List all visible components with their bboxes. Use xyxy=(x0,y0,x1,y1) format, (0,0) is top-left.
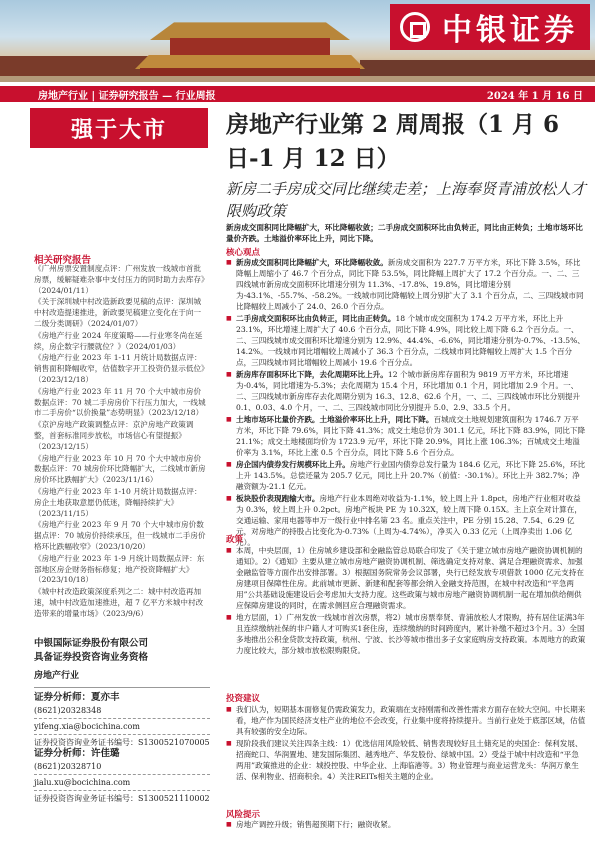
company-qualification: 具备证券投资咨询业务资格 xyxy=(34,652,149,663)
advice-point: ■ 我们认为，短期基本面修复仍需政策发力，政策端在支持刚需和改善性需求方面存在较大空间。中长期来看，地产作为国民经济支柱产业的地位不会改变，行业集中度将持续提升。当前行业处于底部区域，估值具有较强的安全边际。 xyxy=(226,704,586,737)
company-name: 中银国际证券股份有限公司 xyxy=(34,638,149,649)
analyst-name: 证券分析师：许佳璐 xyxy=(34,748,120,759)
core-point: ■ 板块股价表现跑输大市。房地产行业本周绝对收益为-1.1%，较上周上升 1.8pct，房地产行业相对收益为 0.3%，较上周上升 0.2pct。房地产板块 PE 为 10.32X，较上周下降 0.15X。主上京全对计算在，交通运输、家用电器等申万一级行业中排名第 23 名。重点关注中，PE 分别 15.28、7.54、6.29 亿元，对房地产的持股占比变化为-0.73%（上周为-4.74%），净买入 0.33 亿元（上周净卖出 1.06 亿元）。 xyxy=(226,493,586,548)
core-point: ■ 二手房成交面积环比由负转正，同比由正转负。18 个城市成交面积为 174.2 万平方米，环比上升 23.1%，环比增速上周扩大了 40.6 个百分点，同比下降 4.9%，同比较上周下降 6.2 个百分点。一、二、三四线城市成交面积环比增速分别为 12.9%、44.4%、-6.6%，同比增速分别为-0.7%、-13.5%、14.2%。一线城市同比增幅较上周减小了 36.3 个百分点，二线城市同比降幅较上周扩大 1.5 个百分点，三四线城市同比增幅较上周减小 19.6 个百分点。 xyxy=(226,313,586,368)
rating-badge: 强于大市 xyxy=(30,108,208,148)
analyst-phone: (8621)20328348 xyxy=(34,706,102,715)
report-date: 2024 年 1 月 16 日 xyxy=(486,90,583,102)
policy-point: ■ 本周，中央层面，1）住房城乡建设部和金融监管总局联合印发了《关于建立城市房地产融资协调机制的通知》。2）《通知》主要从建立城市房地产融资协调机制、筛选确定支持对象、满足合理融资需求、加强金融监管等方面作出安排部署。3）根据国务院常务会议部署，央行已经发放专项借款 1000 亿元支持在房建项目保障性住房。此前城市更新、新建和配套等都会纳入金融支持范围，在城中村改造和“平急两用”公共基础设施建设后会考虑加大支持力度。这些政策与城市房地产融资协调机制一起在增加供给侧供应保障房建设的同时，在需求侧回应合理融资需求。 xyxy=(226,545,586,611)
company-block xyxy=(34,637,148,665)
section-advice-label: 投资建议 xyxy=(226,694,261,704)
analyst-email[interactable]: jialu.xu@bocichina.com xyxy=(34,778,131,787)
analyst-cert: 证券投资咨询业务证书编号：S1300521110002 xyxy=(34,794,210,803)
divider xyxy=(34,718,210,719)
related-reports-list xyxy=(34,264,208,621)
related-report-item[interactable]: 《关于深圳城中村改造新政要见稿的点评：深圳城中村改造提速推进，新政要见稿建立变化在于向一二级分类调研》（2024/01/07） xyxy=(34,297,202,328)
related-reports-title: 相关研究报告 xyxy=(34,255,92,266)
related-report-item[interactable]: 《房地产行业 2023 年 9 月 70 个大中城市房价数据点评：70 城房价持续承压，但一线城市二手房价格环比跌幅收窄》（2023/10/20） xyxy=(34,520,206,551)
related-report-item[interactable]: 《京沪房地产政策调整点评：京沪房地产政策调整，首套标准同步放松，市场信心有望提振》（2023/12/15） xyxy=(34,420,194,451)
advice-point: ■ 现阶段我们建议关注四条主线：1）优选信用风险较低、销售表现较好且土储充足的央国企：保利发展、招商蛇口、华润置地、建发国际集团、越秀地产、华发股份、绿城中国。2）受益于城中村改造和“平急两用”政策推进的企业：城投控股、中华企业、上海临港等。3）物业管理与商业运营龙头：华润万象生活、保利物业、招商积余。4）关注REITs相关主题的企业。 xyxy=(226,738,586,782)
core-point-title: 房企国内债券发行规模环比上升。 xyxy=(236,460,350,469)
core-point: ■ 房企国内债券发行规模环比上升。房地产行业国内债券总发行量为 184.6 亿元，环比下降 25.6%，环比上升 143.5%。总偿还量为 205.7 亿元，同比上升 20.7%（前值：-30.1%）。环比上升 382.7%；净融资额为-21.1 亿元。 xyxy=(226,459,586,492)
top-bar xyxy=(0,86,595,102)
divider xyxy=(34,687,210,688)
related-report-item[interactable]: 《广州房票安置制度点评：广州发放一线城市首批房票，缓解疑难杂事中支付压力的同时助力去库存》（2024/01/11） xyxy=(34,264,205,295)
analyst-phone: (8621)20328710 xyxy=(34,762,102,771)
core-point-title: 新房库存面积环比下降，去化周期环比上升。 xyxy=(236,370,388,379)
section-policy-label: 政策 xyxy=(226,535,244,545)
related-report-item[interactable]: 《房地产行业 2023 年 1-9 月统计局数据点评：东部地区房企财务指标修复；地产投资降幅扩大》（2023/10/18） xyxy=(34,553,205,585)
photo-roof xyxy=(150,18,350,40)
photo-roof-lower xyxy=(135,55,365,69)
analyst-name: 证券分析师：夏亦丰 xyxy=(34,692,120,703)
core-point-title: 二手房成交面积环比由负转正，同比由正转负。 xyxy=(236,314,396,323)
section-core-label: 核心观点 xyxy=(226,248,261,258)
left-column xyxy=(30,108,208,148)
report-subtitle: 新房二手房成交同比继续走差；上海奉贤青浦放松人才限购政策 xyxy=(226,180,587,220)
analyst-cert: 证券投资咨询业务证书编号：S1300521070005 xyxy=(34,738,210,747)
lead-summary: 新房成交面积同比降幅扩大，环比降幅收敛；二手房成交面积环比由负转正，同比由正转负；土地市场环比量价齐跌。土地溢价率环比上升，同比下降。 xyxy=(226,223,583,243)
photo-ground xyxy=(0,76,595,82)
report-title: 房地产行业第 2 周周报（1 月 6 日-1 月 12 日） xyxy=(226,111,560,172)
advice-points-list xyxy=(226,704,586,783)
related-report-item[interactable]: 《房地产行业 2023 年 1-11 月统计局数据点评：销售面积降幅收窄，估值数字开工投资仍显示低位》（2023/12/18） xyxy=(34,353,205,384)
related-report-item[interactable]: 《房地产行业 2023 年 1-10 月统计局数据点评：房企土地获取意愿仍低迷，降幅持续扩大》（2023/11/15） xyxy=(34,486,202,518)
core-point: ■ 土地市场环比量价齐跌。土地溢价率环比上升，同比下降。百城成交土地规划建筑面积为 1746.7 万平方米，环比下降 79.6%，同比下降 41.3%；成交土地总价为 301.1 亿元，环比下降 83.9%，同比下降 21.1%；成交土地楼面均价为 1723.9 元/平，环比下降 20.9%，同比上涨 106.3%；百城成交土地溢价率为 3.1%，环比上涨 0.5 个百分点，同比下降 5.6 个百分点。 xyxy=(226,414,586,458)
analyst-email[interactable]: yifeng.xia@bocichina.com xyxy=(34,722,140,731)
analyst-card xyxy=(34,748,210,804)
core-point: ■ 新房成交面积同比降幅扩大，环比降幅收敛。新房成交面积为 227.7 万平方米，环比下降 3.5%，环比降幅上周缩小了 46.7 个百分点，同比下降 53.5%，同比降幅上周扩大了 17.2 个百分点。一、二、三四线城市新房成交面积环比增速分别为 11.3%、-17.8%、19.8%，同比增速分别为-43.1%、-55.7%、-58.2%。一线城市同比降幅较上周分别扩大了 3.1 个百分点，二、三四线城市同比降幅较上周减小了 24.0、26.0 个百分点。 xyxy=(226,257,586,312)
sector-label: 房地产行业 xyxy=(34,671,80,681)
divider xyxy=(34,790,210,791)
related-report-item[interactable]: 《房地产行业 2024 年度策略——行业寒冬尚在延续，房企数字行腰就位？》（2024/01/03） xyxy=(34,330,203,351)
risk-points-list xyxy=(226,819,586,831)
divider xyxy=(34,734,210,735)
core-points-list xyxy=(226,257,586,549)
core-point: ■ 新房库存面积环比下降，去化周期环比上升。12 个城市新房库存面积为 9819 万平方米，环比增速为-0.4%，同比增速为-5.3%；去化周期为 15.4 个月，环比增加 0.1 个月，同比增加 2.9 个月。一、二、三四线城市新房库存去化周期分别为 16.3、12.8、62.6 个月，一、二、三四线城市环比分别提升 0.1、0.03、4.0 个月，一、二、三四线城市同比分别提升 5.0、2.9、33.5 个月。 xyxy=(226,369,586,413)
risk-point: ■ 房地产调控升级；销售超预期下行；融资收紧。 xyxy=(226,819,586,830)
brand-name: 中银证券 xyxy=(442,13,578,48)
core-point-title: 新房成交面积同比降幅扩大，环比降幅收敛。 xyxy=(236,258,388,267)
core-point-title: 土地市场环比量价齐跌。土地溢价率环比上升，同比下降。 xyxy=(236,415,434,424)
policy-points-list xyxy=(226,545,586,657)
related-report-item[interactable]: 《房地产行业 2023 年 10 月 70 个大中城市房价数据点评：70 城房价环比降幅扩大，二线城市新房房价环比跌幅扩大》（2023/11/16） xyxy=(34,453,206,485)
brand-logo xyxy=(390,4,590,50)
boc-logo-icon xyxy=(400,12,430,42)
divider xyxy=(34,774,210,775)
analyst-card xyxy=(34,692,210,748)
related-report-item[interactable]: 《城中村改造政策深度系列之二：城中村改造再加速，城中村改造加速推进，超 7 亿平方米城中村改造带来的增量市场》（2023/9/6） xyxy=(34,587,204,618)
related-report-item[interactable]: 《房地产行业 2023 年 11 月 70 个大中城市房价数据点评：70 城二手房房价下行压力加大，一线城市二手房价“以价换量”态势明显》（2023/12/18） xyxy=(34,386,206,418)
section-risk-label: 风险提示 xyxy=(226,810,261,820)
core-point-title: 板块股价表现跑输大市。 xyxy=(236,494,320,503)
report-category: 房地产行业 | 证券研究报告 — 行业周报 xyxy=(38,90,216,102)
policy-point: ■ 地方层面，1）广州发放一线城市首次房票，将2）城市房票奉贤、青浦放松人才限购，持有居住证满3年且连续缴纳社保的非户籍人才可购买1套住房，连续缴纳的时间跨度内，累计补缴不超过3个月。3）全国多地推出公积金贷款支持政策，杭州、宁波、长沙等城市推出多子女家庭购房支持政策。本周地方的政策力度比较大，部分城市放松限购限贷。 xyxy=(226,612,586,656)
